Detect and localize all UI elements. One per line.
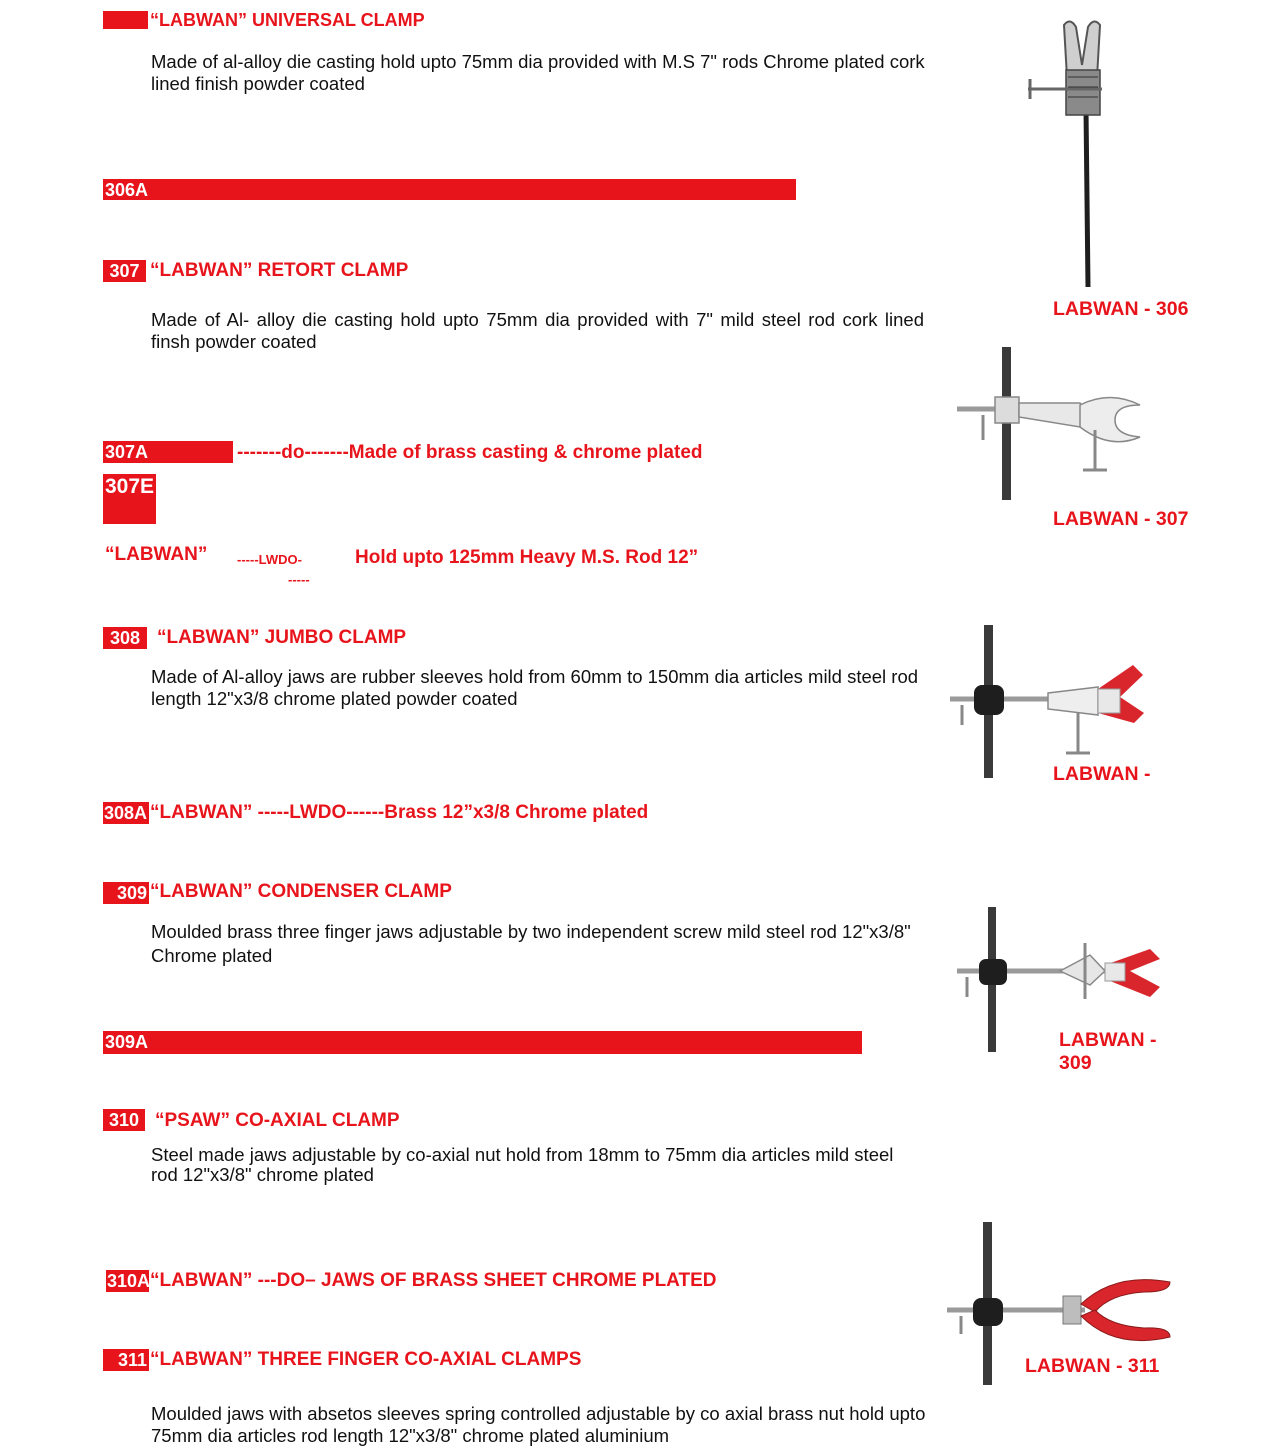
item-309-code: 309	[116, 883, 147, 903]
item-308-code: 308	[109, 628, 141, 648]
item-310a-code: 310A	[107, 1271, 151, 1291]
jumbo-clamp-image	[948, 625, 1178, 780]
item-310-title: “PSAW” CO-AXIAL CLAMP	[155, 1110, 400, 1131]
code-bar-309a	[103, 1031, 862, 1054]
retort-clamp-image	[955, 345, 1175, 505]
caption-308: LABWAN -	[1053, 763, 1151, 785]
item-306-title: “LABWAN” UNIVERSAL CLAMP	[150, 10, 425, 30]
code-bar-310a	[106, 1270, 149, 1292]
code-bar-311	[103, 1349, 149, 1371]
item-310a-text: “LABWAN” ---DO– JAWS OF BRASS SHEET CHROME PLATED	[150, 1270, 717, 1291]
code-bar-306a	[103, 179, 796, 200]
item-311-description: Moulded jaws with absetos sleeves spring controlled adjustable by co axial brass nut hold upto 75mm dia articles rod length 12"x3/8" chrome plated aluminium	[151, 1403, 926, 1446]
item-307b-dash-line2: -----	[288, 572, 310, 587]
item-307b-text: Hold upto 125mm Heavy M.S. Rod 12”	[355, 547, 699, 568]
item-307b-brand: “LABWAN”	[105, 544, 208, 565]
item-309a-code: 309A	[105, 1032, 149, 1052]
item-307-description: Made of Al- alloy die casting hold upto 75mm dia provided with 7" mild steel rod cork lined finsh powder coated	[151, 309, 924, 352]
item-307b-dash-line1: -----LWDO-	[237, 552, 302, 567]
item-307a-code: 307A	[105, 442, 149, 462]
code-bar-308	[103, 627, 147, 649]
item-306-description: Made of al-alloy die casting hold upto 75mm dia provided with M.S 7" rods Chrome plated cork lined finish powder coated	[151, 51, 925, 94]
item-308a-code: 308A	[104, 803, 148, 823]
item-310-description: Steel made jaws adjustable by co-axial nut hold from 18mm to 75mm dia articles mild steel rod 12"x3/8" chrome plated	[151, 1144, 894, 1185]
item-309-description: Moulded brass three finger jaws adjustable by two independent screw mild steel rod 12"x3/8" Chrome plated	[151, 921, 911, 966]
condenser-clamp-image	[955, 907, 1170, 1057]
item-310-code: 310	[108, 1110, 140, 1130]
code-bar-307b	[103, 474, 156, 524]
code-bar-310	[103, 1109, 145, 1131]
caption-311: LABWAN - 311	[1025, 1355, 1160, 1377]
item-311-code: 311	[117, 1350, 147, 1370]
universal-clamp-image	[1020, 15, 1110, 290]
item-308a-text: “LABWAN” -----LWDO------Brass 12”x3/8 Chrome plated	[150, 802, 649, 823]
code-bar-307a	[103, 441, 233, 463]
caption-309-line2: 309	[1059, 1052, 1092, 1074]
caption-306: LABWAN - 306	[1053, 298, 1189, 320]
caption-307: LABWAN - 307	[1053, 508, 1189, 530]
code-bar-309	[103, 882, 149, 904]
item-308-description: Made of Al-alloy jaws are rubber sleeves hold from 60mm to 150mm dia articles mild steel rod length 12"x3/8 chrome plated powder coated	[151, 666, 919, 709]
item-306a-code: 306A	[105, 180, 149, 200]
code-bar-307	[103, 260, 146, 282]
item-307a-text: -------do-------Made of brass casting & chrome plated	[237, 442, 703, 463]
three-finger-clamp-image	[945, 1222, 1180, 1387]
code-bar-308a	[103, 802, 149, 824]
item-308-title: “LABWAN” JUMBO CLAMP	[157, 627, 407, 648]
caption-309-line1: LABWAN -	[1059, 1029, 1157, 1051]
code-bar-306	[103, 11, 148, 29]
item-309-title: “LABWAN” CONDENSER CLAMP	[150, 881, 452, 902]
item-307-title: “LABWAN” RETORT CLAMP	[150, 260, 409, 281]
item-307b-code: 307E	[105, 475, 155, 498]
item-307-code: 307	[109, 261, 140, 281]
item-311-title: “LABWAN” THREE FINGER CO-AXIAL CLAMPS	[150, 1349, 582, 1370]
